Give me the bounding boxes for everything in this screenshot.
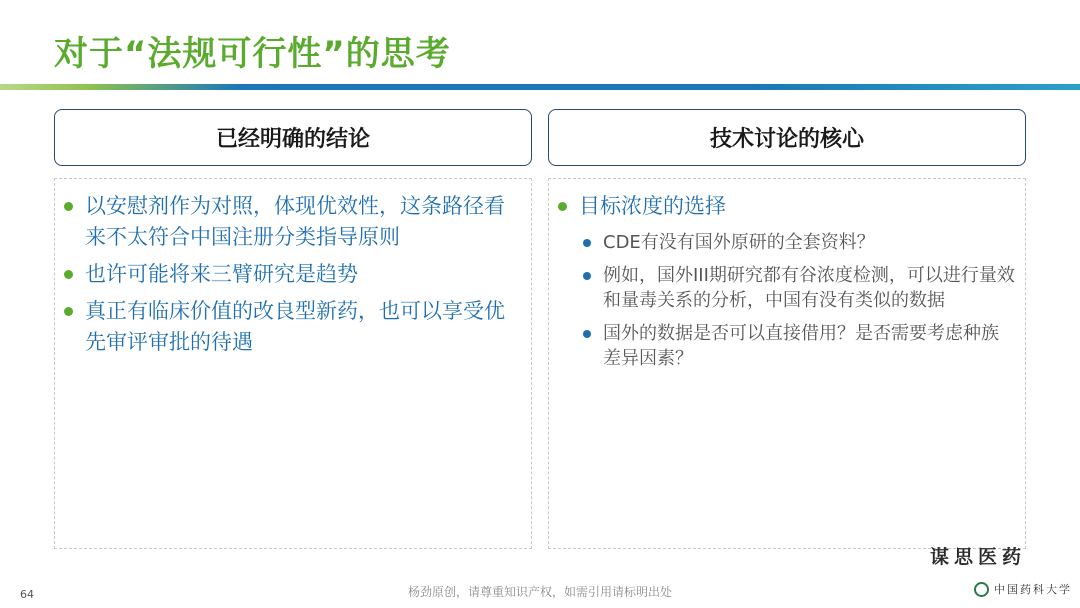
- right-bullet-list: [553, 191, 1015, 371]
- main-bullet-text: 目标浓度的选择: [579, 194, 726, 218]
- brand-watermark: 谋思医药: [929, 546, 1026, 568]
- title-divider-bar: [0, 84, 1080, 90]
- university-logo: [974, 581, 1072, 597]
- page-number: 64: [20, 588, 34, 601]
- left-content-panel: [54, 178, 532, 549]
- left-column-header: 已经明确的结论: [54, 109, 532, 166]
- sub-list-item: 国外的数据是否可以直接借用？是否需要考虑种族差异因素？: [579, 321, 1015, 371]
- sub-bullet-list: [579, 230, 1015, 371]
- right-column-header: 技术讨论的核心: [548, 109, 1026, 166]
- copyright-note: 杨劲原创，请尊重知识产权，如需引用请标明出处: [407, 585, 672, 599]
- seal-icon: [974, 582, 989, 597]
- left-bullet-list: [59, 191, 519, 358]
- list-item: 以安慰剂作为对照，体现优效性，这条路径看来不太符合中国注册分类指导原则: [59, 191, 519, 253]
- list-item: 真正有临床价值的改良型新药，也可以享受优先审评审批的待遇: [59, 296, 519, 358]
- right-content-panel: [548, 178, 1026, 549]
- sub-list-item: CDE有没有国外原研的全套资料？: [579, 230, 1015, 255]
- logo-text: 中国药科大学: [994, 583, 1072, 596]
- list-item-main: [553, 191, 1015, 371]
- list-item: 也许可能将来三臂研究是趋势: [59, 259, 519, 290]
- sub-list-item: 例如，国外III期研究都有谷浓度检测，可以进行量效和量毒关系的分析，中国有没有类似的数据: [579, 263, 1015, 313]
- slide-title: 对于“法规可行性”的思考: [54, 34, 451, 74]
